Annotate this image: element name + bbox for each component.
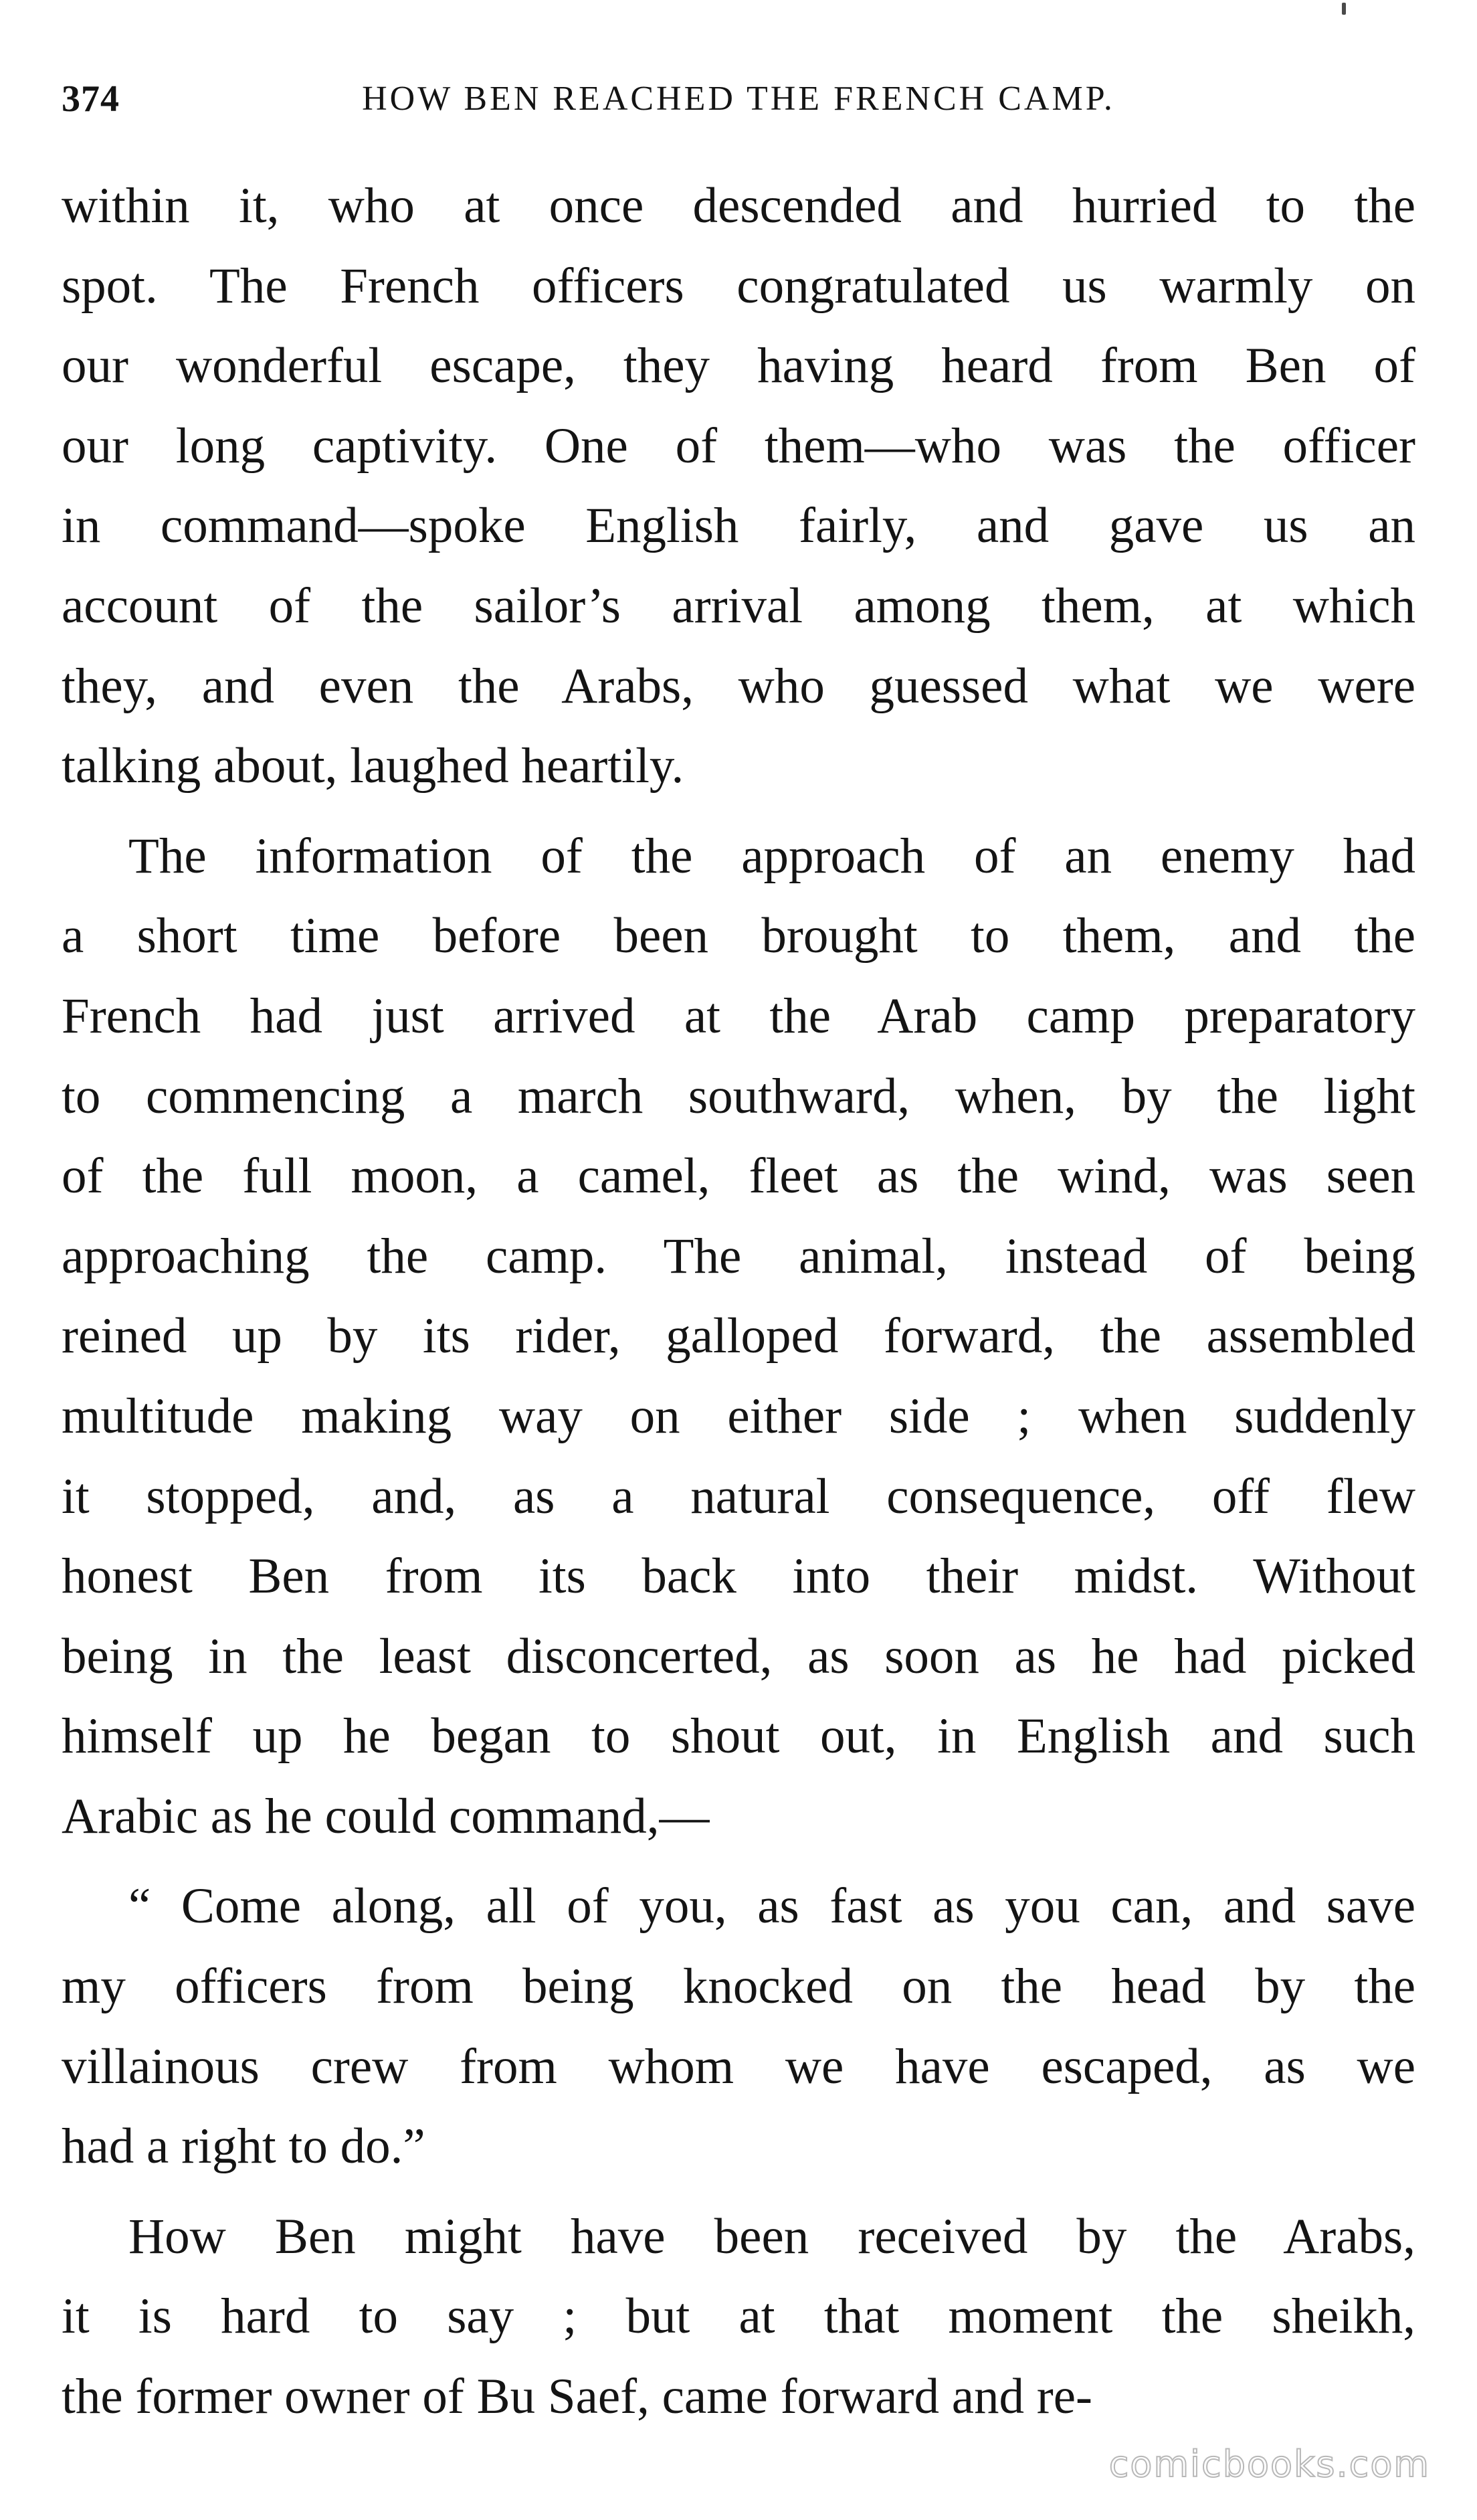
text-line: they, and even the Arabs, who guessed what we were: [62, 658, 1415, 714]
text-line: The information of the approach of an enemy had: [128, 828, 1415, 884]
text-line: being in the least disconcerted, as soon as he had picked: [62, 1628, 1415, 1684]
text-line: multitude making way on either side ; when suddenly: [62, 1388, 1415, 1444]
scan-mark: [1342, 3, 1346, 15]
text-line: Arabic as he could command,—: [62, 1788, 710, 1844]
text-line: account of the sailor’s arrival among them, at which: [62, 577, 1415, 634]
text-line: within it, who at once descended and hurried to the: [62, 178, 1415, 234]
paragraph: [62, 166, 1415, 806]
text-line: reined up by its rider, galloped forward, the assembled: [62, 1308, 1415, 1364]
text-line: had a right to do.”: [62, 2119, 425, 2175]
paragraph: [62, 2197, 1415, 2437]
page-number: 374: [62, 78, 120, 120]
text-line: our wonderful escape, they having heard from Ben of: [62, 338, 1415, 394]
text-line: it stopped, and, as a natural consequence, off flew: [62, 1468, 1415, 1524]
text-line: a short time before been brought to them, and the: [62, 908, 1415, 964]
text-line: it is hard to say ; but at that moment the sheikh,: [62, 2288, 1415, 2345]
text-line: my officers from being knocked on the head by the: [62, 1959, 1415, 2015]
body-text: [62, 166, 1415, 2447]
text-line: our long captivity. One of them—who was the officer: [62, 418, 1415, 474]
text-line: of the full moon, a camel, fleet as the wind, was seen: [62, 1148, 1415, 1204]
watermark: comicbooks.com: [1108, 2443, 1430, 2485]
paragraph: [62, 1866, 1415, 2186]
text-line: approaching the camp. The animal, instead of being: [62, 1228, 1415, 1284]
text-line: to commencing a march southward, when, by the light: [62, 1068, 1415, 1124]
text-line: in command—spoke English fairly, and gave us an: [62, 498, 1415, 554]
running-title: HOW BEN REACHED THE FRENCH CAMP.: [362, 80, 1115, 118]
running-head: [62, 72, 1415, 126]
text-line: “ Come along, all of you, as fast as you can, and save: [128, 1878, 1415, 1934]
text-line: French had just arrived at the Arab camp preparatory: [62, 988, 1415, 1044]
text-line: honest Ben from its back into their midst. Without: [62, 1548, 1415, 1605]
text-line: himself up he began to shout out, in English and such: [62, 1708, 1415, 1765]
text-line: talking about, laughed heartily.: [62, 738, 684, 794]
paragraph: [62, 816, 1415, 1857]
text-line: villainous crew from whom we have escaped, as we: [62, 2038, 1415, 2094]
text-line: How Ben might have been received by the Arabs,: [128, 2208, 1415, 2264]
text-line: spot. The French officers congratulated us warmly on: [62, 258, 1415, 314]
text-line: the former owner of Bu Saef, came forward and re-: [62, 2369, 1092, 2425]
